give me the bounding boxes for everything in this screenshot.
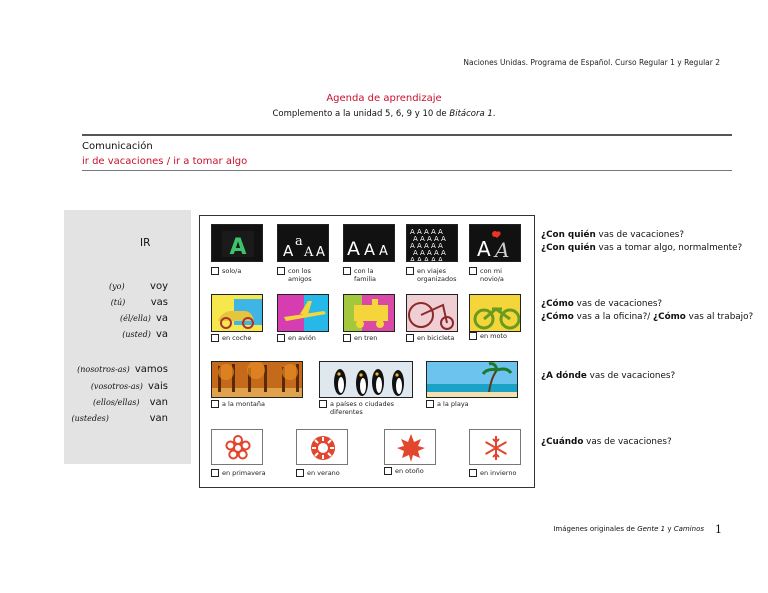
question-text: vas a tomar algo, normalmente? xyxy=(595,243,743,253)
option-group-trips[interactable] xyxy=(406,267,472,283)
option-label: en coche xyxy=(222,334,252,342)
svg-text:A: A xyxy=(379,244,388,259)
friends-image xyxy=(277,224,329,262)
svg-text:A: A xyxy=(495,238,510,262)
verb-form: va xyxy=(155,329,168,340)
question-text: vas a la oficina?/ xyxy=(573,312,654,322)
option-label: en moto xyxy=(480,332,508,340)
credits-book: Gente 1 xyxy=(637,525,666,533)
question-line xyxy=(541,229,742,242)
conjugation-row xyxy=(72,406,169,425)
option-label: en viajes organizados xyxy=(417,267,457,283)
credits-prefix: Imágenes originales de xyxy=(553,525,638,533)
question-keyword: ¿Cómo xyxy=(541,299,574,309)
option-other-countries[interactable] xyxy=(319,400,419,416)
question-text: vas de vacaciones? xyxy=(586,371,676,381)
page-header: Naciones Unidas. Programa de Español. Curso Regular 1 y Regular 2 xyxy=(463,58,720,67)
section-title: Comunicación xyxy=(82,141,153,152)
option-friends[interactable] xyxy=(277,267,337,283)
checkbox-icon[interactable] xyxy=(319,400,327,408)
question-text: vas de vacaciones? xyxy=(573,299,663,309)
checkbox-icon[interactable] xyxy=(211,334,219,342)
checkbox-icon[interactable] xyxy=(469,267,477,275)
verb-form: vais xyxy=(147,381,168,392)
option-label: en bicicleta xyxy=(417,334,455,342)
spring-icon xyxy=(211,429,263,465)
page-number: 1 xyxy=(715,523,722,536)
question-keyword: ¿Con quién xyxy=(541,230,596,240)
subtitle-suffix: . xyxy=(492,109,496,119)
checkbox-icon[interactable] xyxy=(343,334,351,342)
solo-image xyxy=(211,224,263,262)
page-title: Agenda de aprendizaje xyxy=(326,93,442,104)
conjugation-row xyxy=(122,322,168,341)
svg-text:a: a xyxy=(295,234,303,249)
summer-icon xyxy=(296,429,348,465)
question-keyword: ¿Con quién xyxy=(541,243,596,253)
option-beach[interactable] xyxy=(426,400,469,408)
option-label: en primavera xyxy=(222,469,266,477)
checkbox-icon[interactable] xyxy=(406,267,414,275)
checkbox-icon[interactable] xyxy=(296,469,304,477)
svg-text:A: A xyxy=(283,242,294,260)
option-solo[interactable] xyxy=(211,267,241,275)
option-label: a países o ciudades diferentes xyxy=(330,400,394,416)
question-keyword: ¿Cómo xyxy=(653,312,686,322)
question-line xyxy=(541,298,753,311)
autumn-icon xyxy=(384,429,436,465)
checkbox-icon[interactable] xyxy=(469,332,477,340)
option-label: en verano xyxy=(307,469,340,477)
checkbox-icon[interactable] xyxy=(469,469,477,477)
section-top-rule xyxy=(82,134,732,136)
question-line xyxy=(541,242,742,255)
svg-text:A A A A A: A A A A A xyxy=(413,249,446,257)
svg-text:A: A xyxy=(477,237,491,261)
pronoun: (vosotros-as) xyxy=(90,382,143,391)
verb-form: van xyxy=(149,397,168,408)
train-image xyxy=(343,294,395,332)
pronoun: (él/ella) xyxy=(120,314,151,323)
option-summer[interactable] xyxy=(296,469,340,477)
question-how xyxy=(541,298,753,324)
question-text: vas al trabajo? xyxy=(685,312,754,322)
option-plane[interactable] xyxy=(277,334,316,342)
section-bottom-rule xyxy=(82,170,732,171)
question-where xyxy=(541,370,675,383)
option-partner[interactable] xyxy=(469,267,525,283)
svg-text:A A A A A: A A A A A xyxy=(410,228,443,236)
option-winter[interactable] xyxy=(469,469,516,477)
option-bicycle[interactable] xyxy=(406,334,454,342)
question-with-whom xyxy=(541,229,742,255)
svg-text:A: A xyxy=(316,245,325,260)
section-subtitle: ir de vacaciones / ir a tomar algo xyxy=(82,156,248,167)
checkbox-icon[interactable] xyxy=(211,400,219,408)
group-trip-image xyxy=(406,224,458,262)
pronoun: (ustedes) xyxy=(71,414,109,423)
family-image xyxy=(343,224,395,262)
svg-text:A: A xyxy=(229,235,247,260)
option-label: a la playa xyxy=(437,400,469,408)
checkbox-icon[interactable] xyxy=(211,469,219,477)
option-autumn[interactable] xyxy=(384,467,424,475)
svg-text:A: A xyxy=(364,240,375,259)
svg-text:A: A xyxy=(347,238,360,260)
pronoun: (nosotros-as) xyxy=(77,365,130,374)
checkbox-icon[interactable] xyxy=(426,400,434,408)
option-train[interactable] xyxy=(343,334,377,342)
image-panel xyxy=(199,215,535,488)
partner-image xyxy=(469,224,521,262)
question-text: vas de vacaciones? xyxy=(583,437,672,447)
credits-mid: y xyxy=(665,525,674,533)
option-label: en otoño xyxy=(395,467,424,475)
question-keyword: ¿Cómo xyxy=(541,312,574,322)
checkbox-icon[interactable] xyxy=(277,334,285,342)
option-label: solo/a xyxy=(222,267,242,275)
checkbox-icon[interactable] xyxy=(211,267,219,275)
bicycle-image xyxy=(406,294,458,332)
mountain-image xyxy=(211,361,303,398)
checkbox-icon[interactable] xyxy=(343,267,351,275)
verb-form: vas xyxy=(150,297,168,308)
checkbox-icon[interactable] xyxy=(406,334,414,342)
svg-text:A A A A A: A A A A A xyxy=(410,242,443,250)
option-label: con los amigos xyxy=(288,267,312,283)
verb-form: va xyxy=(155,313,168,324)
option-label: con mi novio/a xyxy=(480,267,504,283)
checkbox-icon[interactable] xyxy=(384,467,392,475)
option-label: en tren xyxy=(354,334,378,342)
subtitle-book: Bitácora 1 xyxy=(449,109,493,119)
verb-form: vamos xyxy=(134,364,168,375)
checkbox-icon[interactable] xyxy=(277,267,285,275)
option-mountain[interactable] xyxy=(211,400,265,408)
plane-image xyxy=(277,294,329,332)
option-family[interactable] xyxy=(343,267,399,283)
option-label: en avión xyxy=(288,334,316,342)
verb-form: voy xyxy=(150,281,168,292)
svg-text:A A A A A: A A A A A xyxy=(413,235,446,243)
question-keyword: ¿A dónde xyxy=(541,371,587,381)
pronoun: (tú) xyxy=(110,298,126,307)
beach-image xyxy=(426,361,518,398)
credits-book: Caminos xyxy=(673,525,704,533)
pronoun: (ellos/ellas) xyxy=(93,398,140,407)
subtitle-prefix: Complemento a la unidad 5, 6, 9 y 10 de xyxy=(272,109,450,119)
option-spring[interactable] xyxy=(211,469,266,477)
option-car[interactable] xyxy=(211,334,251,342)
verb-form: van xyxy=(149,413,168,424)
penguins-image xyxy=(319,361,413,398)
question-text: vas de vacaciones? xyxy=(595,230,685,240)
pronoun: (yo) xyxy=(109,282,125,291)
svg-text:A A A A A: A A A A A xyxy=(410,256,443,262)
pronoun: (usted) xyxy=(122,330,151,339)
page-subtitle xyxy=(0,109,768,119)
image-credits xyxy=(553,525,704,533)
winter-icon xyxy=(469,429,521,465)
question-line xyxy=(541,311,753,324)
option-label: con la familia xyxy=(354,267,377,283)
option-label: en invierno xyxy=(480,469,517,477)
car-image xyxy=(211,294,263,332)
svg-text:A: A xyxy=(304,245,314,260)
option-label: a la montaña xyxy=(222,400,265,408)
question-when xyxy=(541,436,672,449)
question-keyword: ¿Cuándo xyxy=(541,437,584,447)
verb-infinitive: IR xyxy=(140,237,151,249)
motorbike-image xyxy=(469,294,521,332)
option-motorbike[interactable] xyxy=(469,332,507,340)
